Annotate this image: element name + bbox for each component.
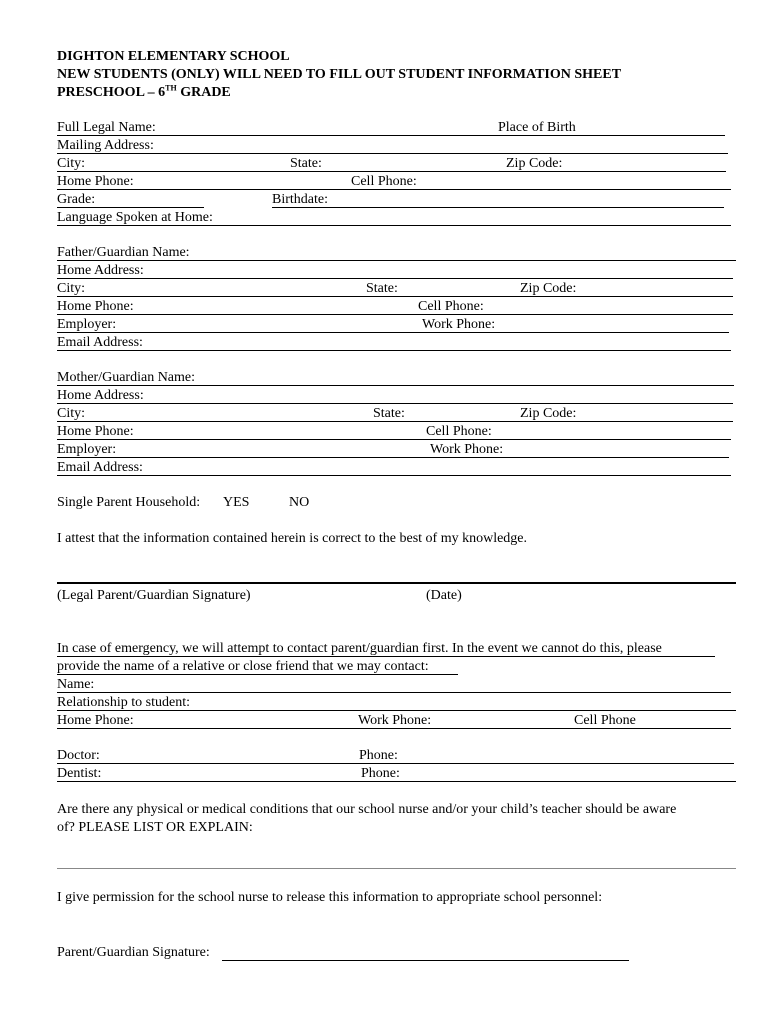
emergency-intro-underline2 — [57, 674, 458, 675]
mother-employer-label: Employer: — [57, 442, 117, 457]
emergency-home-phone-label: Home Phone: — [57, 713, 134, 728]
emergency-name-label: Name: — [57, 677, 95, 692]
father-home-phone-field[interactable] — [57, 314, 418, 315]
student-city-label: City: — [57, 156, 86, 171]
father-cell-phone-label: Cell Phone: — [418, 299, 484, 314]
mother-cell-phone-field[interactable] — [426, 439, 731, 440]
emergency-relationship-label: Relationship to student: — [57, 695, 190, 710]
student-cell-phone-field[interactable] — [351, 189, 731, 190]
emergency-cell-phone-label: Cell Phone — [574, 713, 636, 728]
emergency-relationship-field[interactable] — [57, 710, 736, 711]
father-name-label: Father/Guardian Name: — [57, 245, 190, 260]
dentist-phone-field[interactable] — [361, 781, 736, 782]
student-home-phone-field[interactable] — [57, 189, 351, 190]
legal-signature-field[interactable] — [57, 582, 736, 584]
student-state-label: State: — [290, 156, 322, 171]
language-label: Language Spoken at Home: — [57, 210, 213, 225]
school-name: DIGHTON ELEMENTARY SCHOOL — [57, 49, 290, 64]
mother-home-phone-field[interactable] — [57, 439, 426, 440]
emergency-work-phone-field[interactable] — [358, 728, 574, 729]
final-signature-field[interactable] — [222, 960, 629, 961]
mailing-address-label: Mailing Address: — [57, 138, 154, 153]
father-cell-phone-field[interactable] — [418, 314, 733, 315]
father-state-field[interactable] — [366, 296, 520, 297]
single-parent-yes-option[interactable]: YES — [223, 495, 250, 510]
full-legal-name-label: Full Legal Name: — [57, 120, 156, 135]
mother-address-field[interactable] — [57, 403, 733, 404]
birthdate-field[interactable] — [272, 207, 724, 208]
father-address-label: Home Address: — [57, 263, 144, 278]
mother-zip-label: Zip Code: — [520, 406, 577, 421]
doctor-phone-field[interactable] — [359, 763, 734, 764]
student-state-field[interactable] — [290, 171, 506, 172]
signature-date-caption: (Date) — [426, 588, 462, 603]
student-zip-label: Zip Code: — [506, 156, 563, 171]
dentist-phone-label: Phone: — [361, 766, 400, 781]
student-cell-phone-label: Cell Phone: — [351, 174, 417, 189]
student-zip-field[interactable] — [506, 171, 726, 172]
mother-city-field[interactable] — [57, 421, 373, 422]
mailing-address-field[interactable] — [57, 153, 728, 154]
emergency-intro-text1: In case of emergency, we will attempt to contact parent/guardian first. In the event we cannot do this, please — [57, 641, 662, 656]
mother-work-phone-field[interactable] — [430, 457, 729, 458]
mother-name-field[interactable] — [57, 385, 734, 386]
dentist-label: Dentist: — [57, 766, 102, 781]
mother-email-label: Email Address: — [57, 460, 143, 475]
father-employer-field[interactable] — [57, 332, 422, 333]
form-notice: NEW STUDENTS (ONLY) WILL NEED TO FILL OUT STUDENT INFORMATION SHEET — [57, 67, 622, 82]
legal-signature-caption: (Legal Parent/Guardian Signature) — [57, 588, 251, 603]
language-field[interactable] — [57, 225, 731, 226]
emergency-home-phone-field[interactable] — [57, 728, 358, 729]
grade-range-prefix: PRESCHOOL – 6 — [57, 85, 166, 100]
mother-address-label: Home Address: — [57, 388, 144, 403]
father-zip-label: Zip Code: — [520, 281, 577, 296]
mother-state-label: State: — [373, 406, 405, 421]
final-signature-label: Parent/Guardian Signature: — [57, 945, 210, 960]
birthdate-label: Birthdate: — [272, 192, 328, 207]
mother-state-field[interactable] — [373, 421, 520, 422]
conditions-question-line1: Are there any physical or medical conditions that our school nurse and/or your child’s teacher should be aware — [57, 802, 677, 817]
mother-city-label: City: — [57, 406, 86, 421]
grade-range-suffix: GRADE — [176, 85, 231, 100]
mother-employer-field[interactable] — [57, 457, 430, 458]
doctor-label: Doctor: — [57, 748, 100, 763]
father-work-phone-label: Work Phone: — [422, 317, 496, 332]
doctor-phone-label: Phone: — [359, 748, 398, 763]
father-zip-field[interactable] — [520, 296, 733, 297]
father-city-field[interactable] — [57, 296, 366, 297]
mother-zip-field[interactable] — [520, 421, 733, 422]
dentist-field[interactable] — [57, 781, 361, 782]
doctor-field[interactable] — [57, 763, 359, 764]
mother-home-phone-label: Home Phone: — [57, 424, 134, 439]
father-home-phone-label: Home Phone: — [57, 299, 134, 314]
attestation-text: I attest that the information contained herein is correct to the best of my knowledge. — [57, 531, 528, 546]
grade-field[interactable] — [57, 207, 204, 208]
single-parent-no-option[interactable]: NO — [289, 495, 310, 510]
emergency-intro-text2: provide the name of a relative or close friend that we may contact: — [57, 659, 429, 674]
mother-work-phone-label: Work Phone: — [430, 442, 504, 457]
full-legal-name-field[interactable] — [57, 135, 498, 136]
student-city-field[interactable] — [57, 171, 290, 172]
father-state-label: State: — [366, 281, 398, 296]
grade-label: Grade: — [57, 192, 96, 207]
place-of-birth-field[interactable] — [498, 135, 725, 136]
emergency-name-field[interactable] — [57, 692, 731, 693]
father-name-field[interactable] — [57, 260, 736, 261]
father-city-label: City: — [57, 281, 86, 296]
emergency-intro-underline1 — [57, 656, 715, 657]
mother-name-label: Mother/Guardian Name: — [57, 370, 196, 385]
father-employer-label: Employer: — [57, 317, 117, 332]
emergency-cell-phone-field[interactable] — [574, 728, 731, 729]
place-of-birth-label: Place of Birth — [498, 120, 576, 135]
permission-text: I give permission for the school nurse to release this information to appropriate school personnel: — [57, 890, 603, 905]
father-address-field[interactable] — [57, 278, 733, 279]
conditions-question-line2: of? PLEASE LIST OR EXPLAIN: — [57, 820, 253, 835]
student-home-phone-label: Home Phone: — [57, 174, 134, 189]
father-email-field[interactable] — [57, 350, 731, 351]
emergency-work-phone-label: Work Phone: — [358, 713, 432, 728]
single-parent-label: Single Parent Household: — [57, 495, 201, 510]
conditions-answer-field[interactable] — [57, 868, 736, 869]
mother-cell-phone-label: Cell Phone: — [426, 424, 492, 439]
grade-range — [57, 84, 231, 101]
father-email-label: Email Address: — [57, 335, 143, 350]
grade-range-superscript: TH — [165, 83, 177, 93]
father-work-phone-field[interactable] — [422, 332, 729, 333]
mother-email-field[interactable] — [57, 475, 731, 476]
